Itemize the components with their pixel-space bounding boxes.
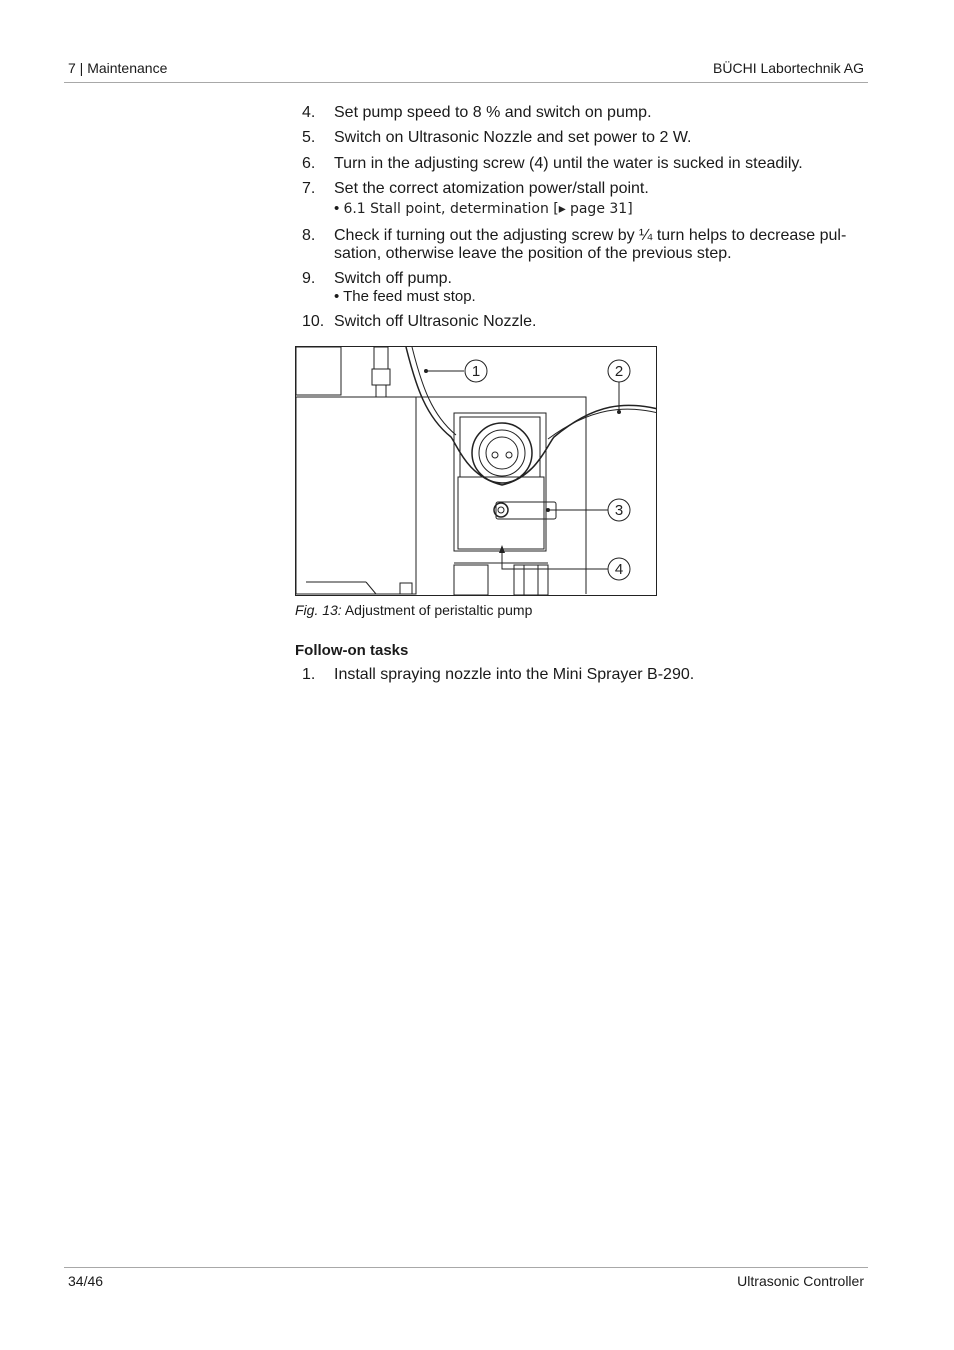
xref-link-text[interactable]: 6.1 Stall point, determination [: [343, 201, 559, 217]
callout-4-label: 4: [614, 561, 624, 578]
cross-reference[interactable]: [334, 200, 852, 218]
callout-1-label: 1: [471, 363, 481, 380]
page-number: 34/46: [68, 1273, 104, 1289]
caption-label: Fig. 13:: [295, 602, 342, 618]
step-result: • The feed must stop.: [334, 288, 476, 305]
step-number: 8.: [302, 227, 316, 244]
step-number: 10.: [302, 313, 325, 330]
step-number: 6.: [302, 155, 316, 172]
step-text: Check if turning out the adjusting screw by ¼ turn helps to decrease pul-sation, otherwise leave the position of the previous step.: [334, 227, 847, 262]
page-footer: [64, 1267, 868, 1292]
step-text: Set pump speed to 8 % and switch on pump.: [334, 104, 652, 121]
step-text: Install spraying nozzle into the Mini Sprayer B-290.: [334, 666, 695, 683]
step-number: 7.: [302, 180, 316, 197]
callout-3-label: 3: [614, 502, 624, 519]
figure-caption: [295, 602, 532, 618]
caption-text: Adjustment of peristaltic pump: [344, 602, 533, 618]
step-text: Set the correct atomization power/stall point.: [334, 180, 649, 197]
step-text: Switch on Ultrasonic Nozzle and set power to 2 W.: [334, 129, 692, 146]
callout-2-label: 2: [614, 363, 624, 380]
xref-bullet: •: [334, 200, 340, 217]
pump-frame: [454, 413, 546, 551]
peristaltic-pump-drawing: [296, 347, 656, 595]
step-number: 9.: [302, 270, 316, 287]
page-header: [64, 60, 868, 83]
pump-figure: [295, 346, 657, 596]
pump-rotor: [472, 423, 532, 483]
page-arrow-icon: ▸: [558, 201, 566, 217]
step-text: Switch off pump.: [334, 270, 452, 287]
step-number: 1.: [302, 666, 316, 683]
step-number: 5.: [302, 129, 316, 146]
step-text: Switch off Ultrasonic Nozzle.: [334, 313, 537, 330]
footer-product: Ultrasonic Controller: [737, 1273, 864, 1289]
step-number: 4.: [302, 104, 316, 121]
xref-page[interactable]: page 31]: [569, 201, 633, 217]
step-text: Turn in the adjusting screw (4) until the water is sucked in steadily.: [334, 155, 803, 172]
header-company: BÜCHI Labortechnik AG: [713, 60, 864, 76]
header-chapter: 7 | Maintenance: [68, 60, 168, 76]
left-housing: [296, 397, 416, 594]
follow-on-heading: Follow-on tasks: [295, 642, 409, 659]
housing-top-block: [296, 347, 341, 395]
